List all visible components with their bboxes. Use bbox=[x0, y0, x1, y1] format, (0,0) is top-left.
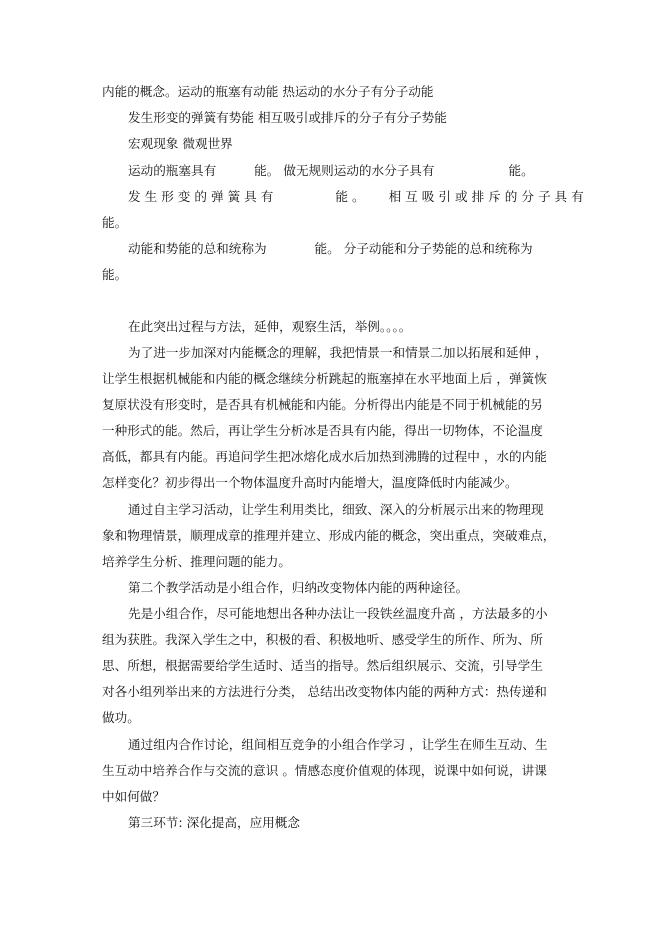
text-line-fill-blank bbox=[128, 163, 534, 179]
text-line: 组为获胜。我深入学生之中，积极的看、积极地听、感受学生的所作、所为、所 bbox=[102, 632, 543, 647]
blank-middle: 能。 做无规则运动的水分子具有 bbox=[254, 163, 435, 178]
blank-suffix: 相 互 吸 引 或 排 斥 的 分 子 具 有 bbox=[388, 189, 584, 204]
text-line: 发生形变的弹簧有势能 相互吸引或排斥的分子有分子势能 bbox=[128, 110, 447, 125]
text-line: 做功。 bbox=[102, 710, 140, 725]
blank-suffix: 能。 bbox=[508, 163, 534, 178]
blank-prefix: 发 生 形 变 的 弹 簧 具 有 bbox=[128, 189, 274, 204]
text-line-fill-blank bbox=[128, 189, 584, 205]
text-line: 通过组内合作讨论，组间相互竞争的小组合作学习 ，让学生在师生互动、生 bbox=[128, 737, 548, 752]
blank-middle: 能 。 bbox=[335, 189, 365, 204]
text-line: 高低，都具有内能。再追问学生把冰熔化成水后加热到沸腾的过程中 ，水的内能 bbox=[102, 449, 547, 464]
text-line: 内能的概念。运动的瓶塞有动能 热运动的水分子有分子动能 bbox=[102, 84, 434, 99]
blank-prefix: 动能和势能的总和统称为 bbox=[128, 241, 267, 256]
text-line: 一种形式的能。然后，再让学生分析冰是否具有内能，得出一切物体，不论温度 bbox=[102, 423, 543, 438]
text-line: 宏观现象 微观世界 bbox=[128, 136, 233, 151]
text-line: 培养学生分析、推理问题的能力。 bbox=[102, 554, 291, 569]
text-line: 怎样变化？初步得出一个物体温度升高时内能增大，温度降低时内能减少。 bbox=[102, 475, 518, 490]
text-line: 能。 bbox=[102, 215, 128, 230]
text-line: 象和物理情景，顺理成章的推理并建立、形成内能的概念，突出重点，突破难点， bbox=[102, 528, 556, 543]
text-line: 先是小组合作，尽可能地想出各种办法让一段铁丝温度升高 ，方法最多的小 bbox=[128, 606, 548, 621]
text-line: 生互动中培养合作与交流的意识 。情感态度价值观的体现，说课中如何说，讲课 bbox=[102, 763, 547, 778]
text-line: 复原状没有形变时，是否具有机械能和内能。分析得出内能是不同于机械能的另 bbox=[102, 397, 543, 412]
text-line: 第二个教学活动是小组合作，归纳改变物体内能的两种途径。 bbox=[128, 580, 469, 595]
text-line-fill-blank bbox=[128, 241, 533, 257]
section-heading: 第三环节: 深化提高，应用概念 bbox=[128, 815, 300, 830]
text-line: 为了进一步加深对内能概念的理解，我把情景一和情景二加以拓展和延伸 ， bbox=[128, 345, 548, 360]
blank-middle: 能。 分子动能和分子势能的总和统称为 bbox=[314, 241, 533, 256]
text-line: 中如何做？ bbox=[102, 789, 165, 804]
text-line: 让学生根据机械能和内能的概念继续分析跳起的瓶塞掉在水平地面上后 ，弹簧恢 bbox=[102, 371, 547, 386]
blank-prefix: 运动的瓶塞具有 bbox=[128, 163, 217, 178]
text-line: 思、所想，根据需要给学生适时、适当的指导。然后组织展示、交流，引导学生 bbox=[102, 658, 543, 673]
text-line: 在此突出过程与方法，延伸，观察生活，举例。。。。 bbox=[128, 319, 412, 334]
text-line: 对各小组列举出来的方法进行分类， 总结出改变物体内能的两种方式：热传递和 bbox=[102, 684, 547, 699]
text-line: 能。 bbox=[102, 267, 128, 282]
text-line: 通过自主学习活动，让学生利用类比，细致、深入的分析展示出来的物理现 bbox=[128, 502, 544, 517]
